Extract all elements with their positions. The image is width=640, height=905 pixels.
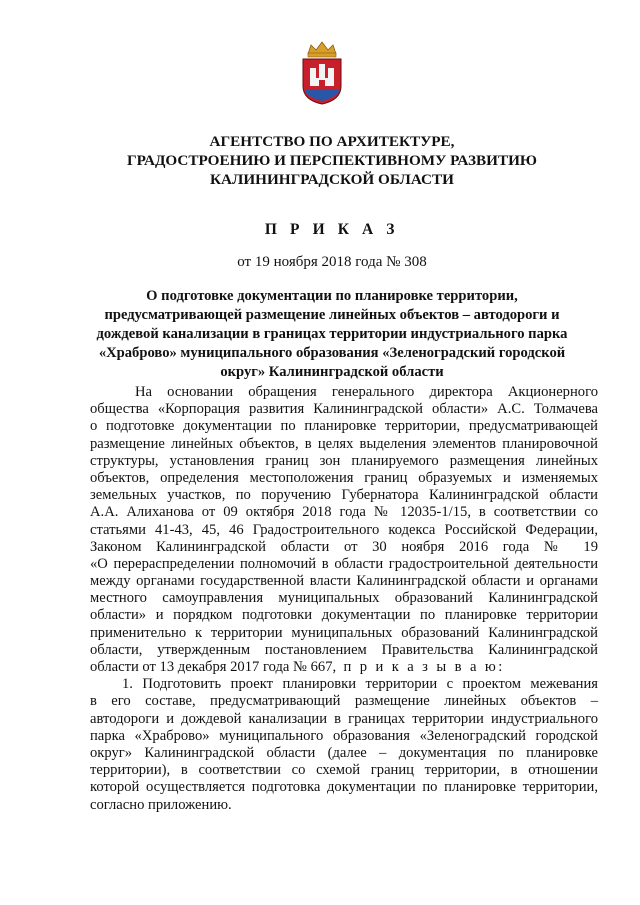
agency-line: АГЕНТСТВО ПО АРХИТЕКТУРЕ, (209, 133, 455, 150)
body-line: округ» Калининградской области (далее – документация по планировке (90, 744, 598, 761)
body-line: которой осуществляется подготовка документации по планировке территории, (90, 779, 598, 796)
document-subject (60, 287, 604, 382)
body-line: о подготовке документации по планировке территории, предусматривающей (90, 418, 598, 435)
body-line: между органами государственной власти Калининградской области и органами (90, 573, 598, 590)
document-type-title: П Р И К А З (264, 221, 400, 238)
body-line: Законом Калининградской области от 30 ноября 2016 года № 19 (90, 538, 598, 555)
body-line: «О перераспределении полномочий в области градостроительной деятельности (90, 555, 598, 572)
body-line: области, утвержденным постановлением Правительства Калининградской (90, 641, 598, 658)
subject-line: округ» Калининградской области (220, 364, 444, 380)
agency-name (60, 132, 604, 189)
body-line: объектов, определения местоположения границ образуемых и изменяемых (90, 469, 598, 486)
body-line-order (90, 659, 598, 676)
body-line: согласно приложению. (90, 796, 232, 813)
body-line: применительно к территории муниципальных образований Калининградской (90, 624, 598, 641)
body-line: А.А. Алиханова от 09 октября 2018 года № 12035-1/15, в соответствии со (90, 504, 598, 521)
body-line: области» и порядком подготовки документации по планировке территории (90, 607, 598, 624)
body-line: парка «Храброво» муниципального образования «Зеленоградский городской (90, 727, 598, 744)
body-line: 1. Подготовить проект планировки территории с проектом межевания (122, 676, 598, 693)
body-line-text: области от 13 декабря 2017 года № 667, (90, 659, 337, 675)
body-line: структуры, установления границ зон планируемого размещения линейных (90, 452, 598, 469)
body-line: местного самоуправления муниципальных образований Калининградской (90, 590, 598, 607)
agency-line: КАЛИНИНГРАДСКОЙ ОБЛАСТИ (210, 171, 454, 188)
subject-line: дождевой канализации в границах территории индустриального парка (96, 326, 568, 342)
crown-icon (308, 42, 336, 57)
body-line: в его составе, предусматривающий размещение линейных объектов – (90, 693, 598, 710)
body-line: размещение линейных объектов, в целях выделения элементов планировочной (90, 435, 598, 452)
body-line: общества «Корпорация развития Калининградской области» А.С. Толмачева (90, 401, 598, 418)
subject-line: предусматривающей размещение линейных объектов – автодороги и (104, 307, 560, 323)
order-word: п р и к а з ы в а ю: (343, 659, 505, 675)
body-line: На основании обращения генерального директора Акционерного (135, 384, 598, 400)
agency-line: ГРАДОСТРОЕНИЮ И ПЕРСПЕКТИВНОМУ РАЗВИТИЮ (126, 152, 537, 169)
body-line: земельных участков, по поручению Губернатора Калининградской области (90, 487, 598, 504)
body-line: статьями 41-43, 45, 46 Градостроительного кодекса Российской Федерации, (90, 521, 598, 538)
body-line: территории), в соответствии со схемой границ территории, в отношении (90, 762, 598, 779)
document-date-number: от 19 ноября 2018 года № 308 (237, 254, 427, 270)
kaliningrad-coat-of-arms-icon (299, 40, 345, 106)
subject-line: «Храброво» муниципального образования «Зеленоградский городской (98, 345, 566, 361)
document-body (90, 384, 598, 814)
subject-line: О подготовке документации по планировке территории, (146, 288, 518, 304)
body-line: автодороги и дождевой канализации в границах территории индустриального (90, 710, 598, 727)
